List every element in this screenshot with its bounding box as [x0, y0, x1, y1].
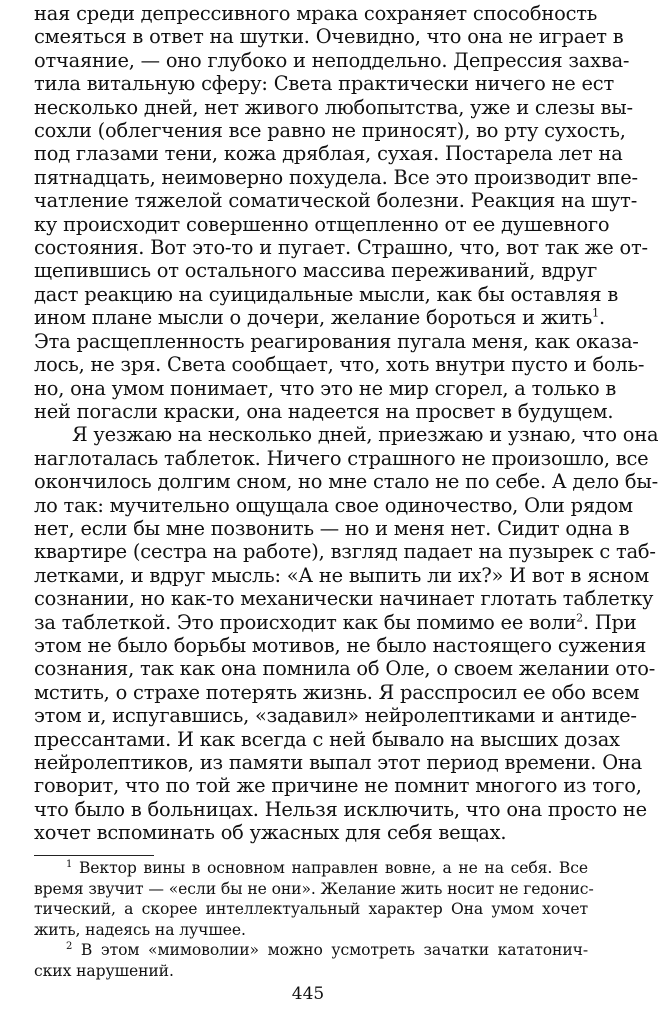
main-text	[34, 2, 658, 845]
text-line	[34, 704, 637, 728]
text-line-content: говорит, что по той же причине не помнит многого из того,	[34, 774, 642, 798]
text-line-content: этом и, испугавшись, «задавил» нейролептиками и антиде-	[34, 704, 637, 728]
text-line	[34, 165, 638, 189]
text-line	[34, 821, 588, 844]
text-line-content: чатление тяжелой соматической болезни. Реакция на шут-	[34, 189, 638, 213]
text-line-content: что было в больницах. Нельзя исключить, что она просто не	[34, 797, 647, 821]
text-line-content: состояния. Вот это-то и пугает. Страшно, что, вот так же от-	[34, 236, 648, 260]
page-number: 445	[291, 984, 325, 1004]
footnote-text: тический, а скорее интеллектуальный характер Она умом хочет	[34, 900, 588, 918]
text-line-content: лось, не зря. Света сообщает, что, хоть внутри пусто и боль-	[34, 353, 645, 377]
footnote-text: В этом «мимоволии» можно усмотреть зачатки кататонич-	[80, 941, 588, 959]
text-line	[34, 610, 637, 634]
footnote-marker: 1	[592, 306, 599, 320]
text-line	[34, 259, 598, 283]
text-line-content: квартире (сестра на работе), взгляд падает на пузырек с таб-	[34, 540, 656, 564]
text-line	[34, 493, 633, 517]
text-line-content: хочет вспоминать об ужасных для себя вещах.	[34, 821, 507, 845]
footnote-text: ских нарушений.	[34, 961, 174, 980]
text-line-content: щепившись от остального массива переживаний, вдруг	[34, 259, 598, 283]
text-line	[34, 774, 642, 798]
text-line-content: но, она умом понимает, что это не мир сгорел, а только в	[34, 376, 617, 400]
footnote-line	[34, 899, 588, 920]
text-line	[34, 236, 648, 260]
text-line-content: окончилось долгим сном, но мне стало не по себе. А дело бы-	[34, 470, 658, 494]
text-line-content: под глазами тени, кожа дряблая, сухая. Постарела лет на	[34, 142, 623, 166]
text-line-content: прессантами. И как всегда с ней бывало на высших дозах	[34, 727, 620, 751]
footnotes	[34, 858, 594, 981]
text-line	[34, 189, 638, 213]
footnote-line	[34, 879, 594, 900]
text-line	[34, 470, 658, 494]
text-line-tail: .	[598, 306, 605, 330]
text-line	[34, 95, 633, 119]
text-line-content: мстить, о страхе потерять жизнь. Я расспросил ее обо всем	[34, 680, 640, 704]
footnote-marker: 2	[576, 611, 583, 625]
text-line	[34, 399, 614, 423]
text-line	[34, 680, 640, 704]
text-line-content: Эта расщепленность реагирования пугала меня, как оказа-	[34, 329, 639, 353]
footnote-text: Вектор вины в основном направлен вовне, а не на себя. Все	[78, 859, 588, 877]
text-line	[34, 48, 630, 72]
text-line-content: ином плане мысли о дочери, желание бороться и жить	[34, 306, 593, 330]
text-line	[34, 353, 645, 377]
text-line-content: несколько дней, нет живого любопытства, уже и слезы вы-	[34, 95, 633, 119]
text-line	[34, 119, 626, 143]
text-line-content: тила витальную сферу: Света практически ничего не ест	[34, 72, 614, 96]
text-line-content: ло так: мучительно ощущала свое одиночество, Оли рядом	[34, 493, 633, 517]
text-line-content: сознания, так как она помнила об Оле, о своем желании ото-	[34, 657, 656, 681]
text-line	[34, 540, 656, 564]
text-line	[34, 212, 610, 236]
text-line	[34, 587, 654, 611]
footnote-text: жить, надеясь на лучшее.	[34, 920, 246, 939]
footnote-number: 1	[66, 858, 73, 870]
footnote-divider	[34, 855, 154, 856]
text-line	[34, 142, 623, 166]
text-line	[34, 306, 605, 330]
text-line-content: нет, если бы мне позвонить — но и меня нет. Сидит одна в	[34, 516, 630, 540]
text-line-content: за таблеткой. Это происходит как бы помимо ее воли	[34, 610, 577, 634]
text-line	[34, 657, 656, 681]
text-line-content: ку происходит совершенно отщепленно от ее душевного	[34, 212, 610, 236]
text-line	[34, 376, 617, 400]
text-line-content: Я уезжаю на несколько дней, приезжаю и узнаю, что она	[72, 423, 658, 447]
text-line-tail: . При	[582, 610, 637, 634]
text-line	[34, 2, 598, 25]
text-line	[34, 516, 630, 540]
footnote-text: время звучит — «если бы не они». Желание жить носит не гедонис-	[34, 879, 594, 898]
text-line	[34, 329, 639, 353]
text-line	[34, 423, 658, 447]
text-line-content: сознании, но как-то механически начинает глотать таблетку	[34, 587, 654, 611]
text-line-content: смеяться в ответ на шутки. Очевидно, что она не играет в	[34, 25, 624, 49]
text-line	[34, 563, 649, 587]
text-line	[34, 25, 624, 49]
text-line-content: нейролептиков, из памяти выпал этот период времени. Она	[34, 751, 642, 774]
footnote-line	[34, 940, 588, 961]
text-line	[34, 797, 647, 821]
text-line-content: ней погасли краски, она надеется на просвет в будущем.	[34, 399, 614, 423]
text-line-content: летками, и вдруг мысль: «А не выпить ли их?» И вот в ясном	[34, 563, 649, 587]
text-line	[34, 282, 619, 306]
text-line-content: этом не было борьбы мотивов, не было настоящего сужения	[34, 633, 647, 657]
footnote-line	[34, 920, 588, 941]
text-line-content: отчаяние, — оно глубоко и неподдельно. Депрессия захва-	[34, 48, 630, 72]
text-line	[34, 72, 614, 96]
text-line-content: ная среди депрессивного мрака сохраняет способность	[34, 2, 598, 25]
text-line	[34, 751, 642, 774]
text-line	[34, 446, 649, 470]
text-line-content: наглоталась таблеток. Ничего страшного не произошло, все	[34, 446, 649, 470]
text-line	[34, 727, 620, 751]
footnote-line	[34, 961, 588, 982]
text-line	[34, 633, 647, 657]
text-line-content: даст реакцию на суицидальные мысли, как бы оставляя в	[34, 282, 619, 306]
text-line-content: сохли (облегчения все равно не приносят), во рту сухость,	[34, 119, 626, 143]
footnote-number: 2	[66, 940, 73, 952]
footnote-line	[34, 858, 588, 879]
text-line-content: пятнадцать, неимоверно похудела. Все это производит впе-	[34, 165, 638, 189]
